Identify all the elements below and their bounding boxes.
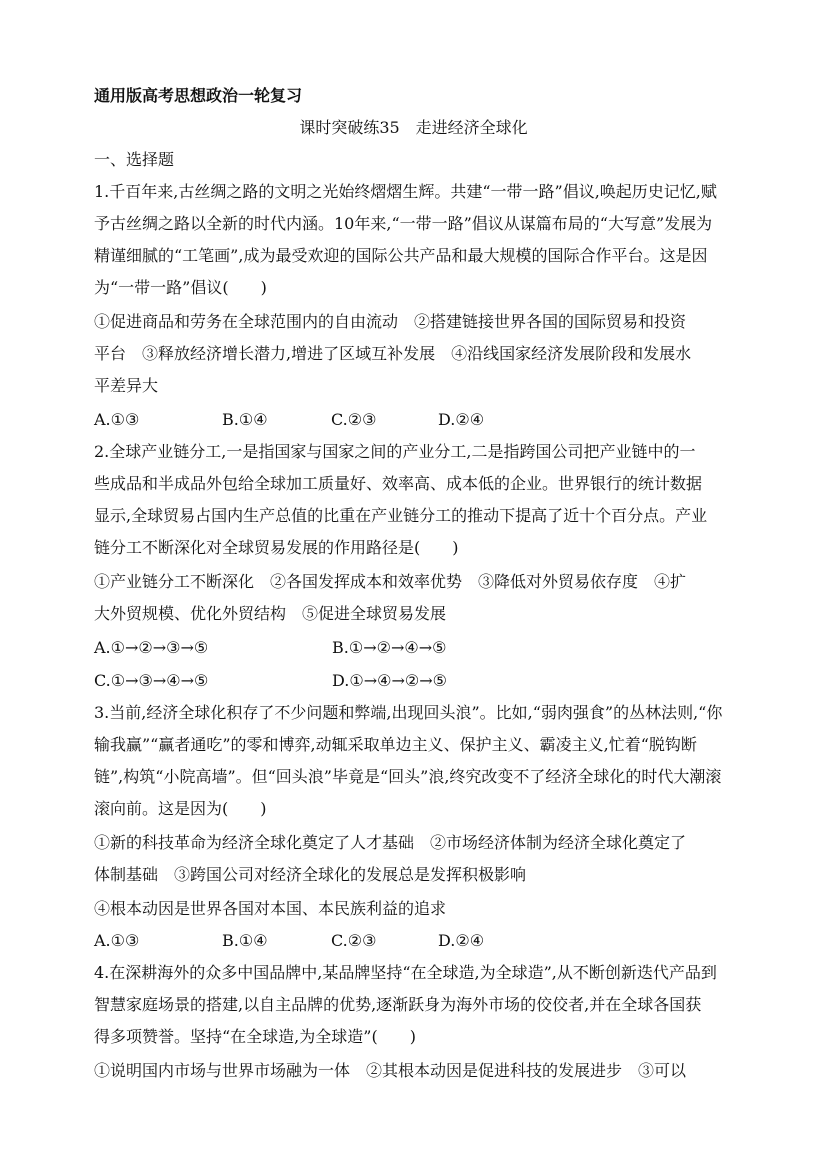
question-2-stem-line: 显示,全球贸易占国内生产总值的比重在产业链分工的推动下提高了近十个百分点。产业 [94, 506, 708, 525]
question-2-statement-line: ①产业链分工不断深化 ②各国发挥成本和效率优势 ③降低对外贸易依存度 ④扩 [94, 572, 687, 591]
question-1-stem-line: 予古丝绸之路以全新的时代内涵。10年来,“一带一路”倡议从谋篇布局的“大写意”发展为 [94, 214, 713, 233]
option-d[interactable]: D.②④ [438, 931, 485, 950]
document-header-title: 通用版高考思想政治一轮复习 [94, 86, 303, 105]
lesson-title: 课时突破练35 走进经济全球化 [299, 118, 528, 137]
question-4-stem-line: 智慧家庭场景的搭建,以自主品牌的优势,逐渐跃身为海外市场的佼佼者,并在全球各国获 [94, 995, 702, 1014]
question-2-stem-line: 些成品和半成品外包给全球加工质量好、效率高、成本低的企业。世界银行的统计数据 [94, 474, 703, 493]
question-1-stem-line: 为“一带一路”倡议( ) [94, 278, 267, 297]
question-3-statement-line: ④根本动因是世界各国对本国、本民族利益的追求 [94, 899, 447, 918]
question-3-stem-line: 输我赢”“赢者通吃”的零和博弈,动辄采取单边主义、保护主义、霸凌主义,忙着“脱钩断 [94, 735, 697, 754]
question-4-stem-line: 4.在深耕海外的众多中国品牌中,某品牌坚持“在全球造,为全球造”,从不断创新迭代产品到 [94, 963, 717, 982]
question-1-statement-line: ①促进商品和劳务在全球范围内的自由流动 ②搭建链接世界各国的国际贸易和投资 [94, 312, 687, 331]
option-c[interactable]: C.①→③→④→⑤ [94, 671, 209, 690]
option-b[interactable]: B.①④ [222, 931, 268, 950]
question-3-stem-line: 3.当前,经济全球化积存了不少问题和弊端,出现回头浪”。比如,“弱肉强食”的丛林法则,“你 [94, 703, 723, 722]
option-a[interactable]: A.①③ [94, 931, 140, 950]
option-b[interactable]: B.①→②→④→⑤ [332, 638, 447, 657]
option-a[interactable]: A.①→②→③→⑤ [94, 638, 209, 657]
question-1-stem-line: 1.千百年来,古丝绸之路的文明之光始终熠熠生辉。共建“一带一路”倡议,唤起历史记忆,赋 [94, 182, 717, 201]
question-4-statement-line: ①说明国内市场与世界市场融为一体 ②其根本动因是促进科技的发展进步 ③可以 [94, 1061, 687, 1080]
option-c[interactable]: C.②③ [331, 410, 377, 429]
question-2-stem-line: 链分工不断深化对全球贸易发展的作用路径是( ) [94, 538, 459, 557]
option-c[interactable]: C.②③ [331, 931, 377, 950]
question-3-stem-line: 链”,构筑“小院高墙”。但“回头浪”毕竟是“回头”浪,终究改变不了经济全球化的时代大潮滚 [94, 767, 722, 786]
question-1-stem-line: 精谨细腻的“工笔画”,成为最受欢迎的国际公共产品和最大规模的国际合作平台。这是因 [94, 246, 708, 265]
option-d[interactable]: D.①→④→②→⑤ [332, 671, 447, 690]
question-3-statement-line: 体制基础 ③跨国公司对经济全球化的发展总是发挥积极影响 [94, 865, 527, 884]
option-d[interactable]: D.②④ [438, 410, 485, 429]
option-a[interactable]: A.①③ [94, 410, 140, 429]
question-3-stem-line: 滚向前。这是因为( ) [94, 799, 267, 818]
option-b[interactable]: B.①④ [222, 410, 268, 429]
question-1-statement-line: 平差异大 [94, 376, 159, 395]
question-2-statement-line: 大外贸规模、优化外贸结构 ⑤促进全球贸易发展 [94, 604, 447, 623]
question-2-stem-line: 2.全球产业链分工,一是指国家与国家之间的产业分工,二是指跨国公司把产业链中的一 [94, 442, 696, 461]
question-1-statement-line: 平台 ③释放经济增长潜力,增进了区域互补发展 ④沿线国家经济发展阶段和发展水 [94, 344, 692, 363]
question-3-statement-line: ①新的科技革命为经济全球化奠定了人才基础 ②市场经济体制为经济全球化奠定了 [94, 833, 687, 852]
question-4-stem-line: 得多项赞誉。坚持“在全球造,为全球造”( ) [94, 1027, 416, 1046]
section-title: 一、选择题 [94, 150, 175, 169]
